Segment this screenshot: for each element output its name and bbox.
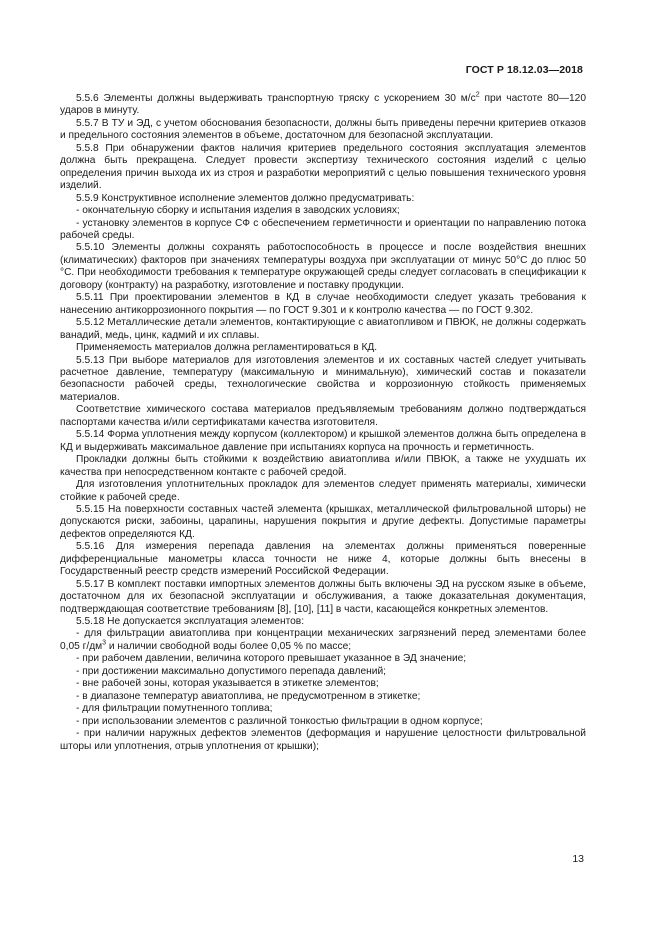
list-item: - при рабочем давлении, величина которого превышает указанное в ЭД значение;: [76, 653, 467, 665]
paragraph: 5.5.16 Для измерения перепада давления на элементах должны применяться поверенные дифференциальные манометры класса точности не ниже 4, которые должны быть внесены в Государственный реестр средств измерений Российской Федерации.: [60, 541, 586, 578]
list-item: - вне рабочей зоны, которая указывается в этикетке элементов;: [76, 678, 379, 690]
list-item: - при достижении максимально допустимого перепада давлений;: [76, 665, 386, 677]
page-number: 13: [572, 853, 584, 865]
list-item: - при наличии наружных дефектов элементов (деформация и нарушение целостности фильтровальной шторы или уплотнения, отрыв уплотнения от крышки);: [60, 728, 586, 752]
list-item: - установку элементов в корпусе СФ с обеспечением герметичности и ориентации по направлению потока рабочей среды.: [60, 217, 586, 241]
paragraph: Для изготовления уплотнительных прокладок для элементов следует применять материалы, химически стойкие к рабочей среде.: [60, 479, 586, 503]
document-body: [60, 93, 586, 753]
paragraph: 5.5.14 Форма уплотнения между корпусом (коллектором) и крышкой элементов должна быть определена в КД и выдерживать максимальное давление при испытаниях корпуса на прочность и герметичность.: [60, 429, 586, 453]
paragraph: 5.5.18 Не допускается эксплуатация элементов:: [76, 616, 305, 628]
paragraph: 5.5.7 В ТУ и ЭД, с учетом обоснования безопасности, должны быть приведены перечни критериев отказов и предельного состояния элементов в объеме, достаточном для безопасной эксплуатации.: [60, 117, 586, 142]
list-item: - для фильтрации помутненного топлива;: [76, 703, 273, 715]
paragraph: Применяемость материалов должна регламентироваться в КД.: [76, 342, 378, 354]
paragraph: 5.5.9 Конструктивное исполнение элементов должно предусматривать:: [76, 192, 415, 204]
paragraph: 5.5.17 В комплект поставки импортных элементов должны быть включены ЭД на русском языке в объеме, достаточном для их безопасной эксплуатации и обслуживания, а также доказательная документация, подтверждающая соответствие требованиям [8], [10], [11] в части, касающейся конкретных элементов.: [60, 578, 586, 615]
paragraph: 5.5.8 При обнаружении фактов наличия критериев предельного состояния эксплуатация элементов должна быть прекращена. Следует провести экспертизу технического состояния изделий с целью определения причин выхода их из строя и разработки мероприятий с целью повышения технического уровня изделий.: [60, 142, 586, 192]
paragraph: 5.5.10 Элементы должны сохранять работоспособность в процессе и после воздействия внешних (климатических) факторов при значениях температуры воздуха при эксплуатации от минус 50°С до плюс 50 °С. При необходимости требования к температуре окружающей среды следует согласовать в спецификации к договору (контракту) на разработку, изготовление и поставку продукции.: [60, 242, 586, 291]
paragraph: 5.5.13 При выборе материалов для изготовления элементов и их составных частей следует учитывать расчетное давление, температуру (максимальную и минимальную), химический состав и показатели безопасности рабочей среды, технологические свойства и коррозионную стойкость применяемых материалов.: [60, 354, 586, 403]
list-item: - при использовании элементов с различной тонкостью фильтрации в одном корпусе;: [76, 715, 483, 727]
list-item: - в диапазоне температур авиатоплива, не предусмотренном в этикетке;: [76, 690, 421, 702]
paragraph: 5.5.12 Металлические детали элементов, контактирующие с авиатопливом и ПВЮК, не должны содержать ванадий, медь, цинк, кадмий и их сплавы.: [60, 317, 586, 341]
list-item: - для фильтрации авиатоплива при концентрации механических загрязнений перед элементами более 0,05 $г/дм^3$ и наличии свободной воды более 0,05 % по массе;: [60, 628, 586, 652]
paragraph: 5.5.15 На поверхности составных частей элемента (крышках, металлической фильтровальной шторы) не допускаются риски, забоины, царапины, нарушения покрытия и другие дефекты. Допустимые параметры дефектов определяются КД.: [60, 503, 586, 540]
paragraph: Прокладки должны быть стойкими к воздействию авиатоплива и/или ПВЮК, а также не ухудшать их качества при непосредственном контакте с рабочей средой.: [60, 454, 586, 478]
paragraph: Соответствие химического состава материалов предъявляемым требованиям должно подтверждаться паспортами качества и/или сертификатами качества изготовителя.: [60, 404, 586, 428]
paragraph: 5.5.6 Элементы должны выдерживать транспортную тряску с ускорением 30 $м/с^2$ при частоте 80—120 ударов в минуту.: [60, 91, 586, 117]
document-header: ГОСТ Р 18.12.03—2018: [465, 64, 583, 76]
list-item: - окончательную сборку и испытания изделия в заводских условиях;: [76, 205, 400, 217]
paragraph: 5.5.11 При проектировании элементов в КД в случае необходимости следует указать требования к нанесению антикоррозионного покрытия — по ГОСТ 9.301 и к контролю качества — по ГОСТ 9.302.: [60, 292, 586, 316]
